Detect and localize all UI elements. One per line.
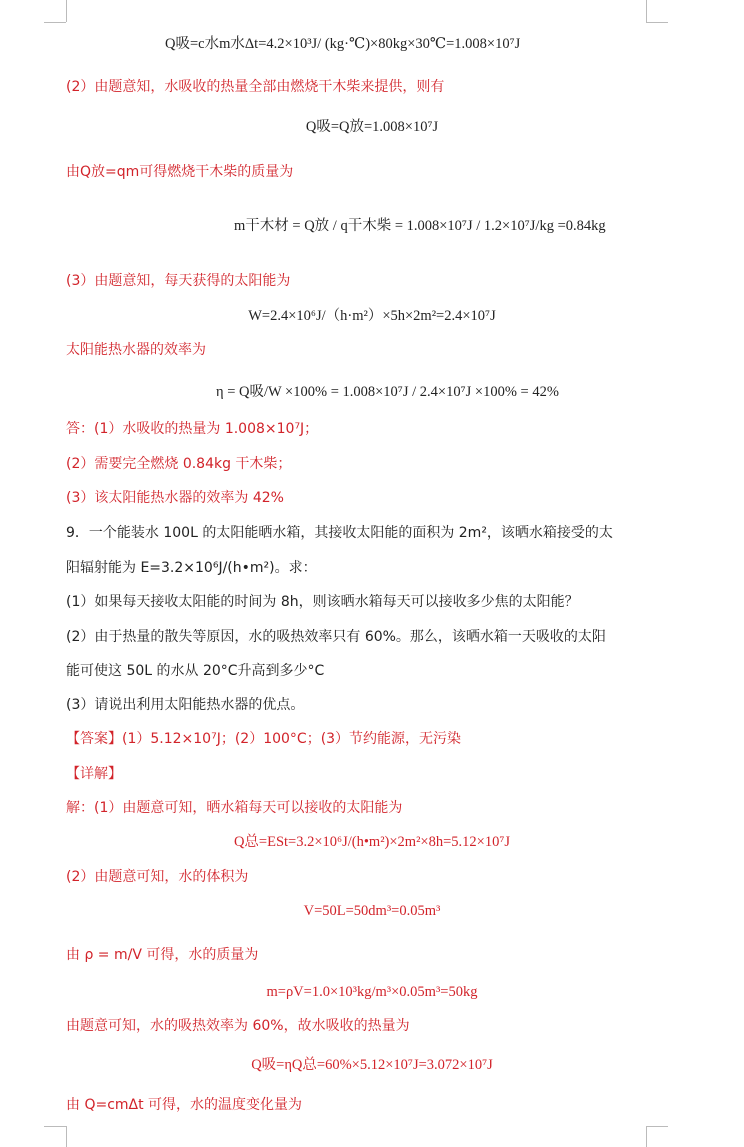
equation-text: V=50L=50dm³=0.05m³	[303, 903, 441, 919]
density-intro	[66, 935, 258, 975]
crop-mark	[44, 1126, 66, 1127]
heat-absorbed-intro: 由题意可知，水的吸热效率为 60%，故水吸收的热量为	[66, 1018, 410, 1034]
crop-mark	[66, 1126, 67, 1147]
question-9-sub-2a: (2）由于热量的散失等原因，水的吸热效率只有 60%。那么，该晒水箱一天吸收的太阳	[66, 629, 606, 645]
mass-intro: 由Q放=qm可得燃烧干木柴的质量为	[66, 164, 294, 180]
question-9-line-2: 阳辐射能为 E=3.2×10⁶J/(h•m²)。求：	[66, 560, 317, 576]
answer-line-1: 答：(1）水吸收的热量为 1.008×10⁷J；	[66, 421, 319, 437]
crop-mark	[44, 22, 66, 23]
answer-text: (1）5.12×10⁷J；(2）100°C；(3）节约能源，无污染	[122, 731, 462, 747]
equation-text: η = Q吸/W ×100% = 1.008×10⁷J / 2.4×10⁷J ×100% = 42%	[216, 384, 559, 400]
equation-text: Q吸=c水m水Δt=4.2×10³J/ (kg·℃)×80kg×30℃=1.008×10⁷J	[165, 36, 521, 52]
answer-line-2: (2）需要完全燃烧 0.84kg 干木柴；	[66, 456, 292, 472]
temperature-change-intro	[66, 1095, 302, 1115]
equation-volume	[0, 901, 744, 921]
equation-text: m=ρV=1.0×10³kg/m³×0.05m³=50kg	[266, 984, 478, 1000]
answer-tag: 【答案】	[66, 731, 122, 747]
equation-efficiency	[216, 372, 559, 412]
density-intro-text: 由 ρ = m/V 可得，水的质量为	[66, 947, 259, 963]
efficiency-intro: 太阳能热水器的效率为	[66, 342, 206, 358]
equation-text: Q吸=ηQ总=60%×5.12×10⁷J=3.072×10⁷J	[251, 1057, 493, 1073]
solution-part-1: 解：(1）由题意可知，晒水箱每天可以接收的太阳能为	[66, 800, 403, 816]
equation-mass-wood	[234, 206, 606, 246]
answer-line-3: (3）该太阳能热水器的效率为 42%	[66, 490, 284, 506]
equation-total-energy	[0, 832, 744, 852]
question-9-sub-2b: 能可使这 50L 的水从 20°C升高到多少°C	[66, 663, 325, 679]
answer-row	[66, 729, 461, 749]
question-9-sub-3: (3）请说出利用太阳能热水器的优点。	[66, 697, 305, 713]
equation-q-equal	[0, 117, 744, 137]
part2-intro: (2）由题意知，水吸收的热量全部由燃烧干木柴来提供，则有	[66, 79, 445, 95]
equation-water-mass	[0, 982, 744, 1002]
solution-part-2: (2）由题意可知，水的体积为	[66, 869, 249, 885]
temperature-change-text: 由 Q=cmΔt 可得，水的温度变化量为	[66, 1097, 303, 1113]
equation-q-absorbed	[165, 34, 520, 54]
crop-mark	[646, 1126, 668, 1127]
equation-text: W=2.4×10⁶J/（h·m²）×5h×2m²=2.4×10⁷J	[248, 308, 496, 324]
crop-mark	[646, 0, 647, 22]
crop-mark	[66, 0, 67, 22]
part3-intro: (3）由题意知，每天获得的太阳能为	[66, 273, 291, 289]
equation-text: m干木材 = Q放 / q干木柴 = 1.008×10⁷J / 1.2×10⁷J/kg =0.84kg	[234, 218, 606, 234]
equation-text: Q吸=Q放=1.008×10⁷J	[305, 119, 439, 135]
detail-tag: 【详解】	[66, 766, 122, 782]
equation-heat-absorbed	[0, 1055, 744, 1075]
crop-mark	[646, 1126, 647, 1147]
crop-mark	[646, 22, 668, 23]
question-9-line-1: 9．一个能装水 100L 的太阳能晒水箱，其接收太阳能的面积为 2m²，该晒水箱接受的太	[66, 525, 613, 541]
question-9-sub-1: (1）如果每天接收太阳能的时间为 8h，则该晒水箱每天可以接收多少焦的太阳能？	[66, 594, 579, 610]
equation-text: Q总=ESt=3.2×10⁶J/(h•m²)×2m²×8h=5.12×10⁷J	[233, 834, 511, 850]
equation-solar-energy	[0, 306, 744, 326]
